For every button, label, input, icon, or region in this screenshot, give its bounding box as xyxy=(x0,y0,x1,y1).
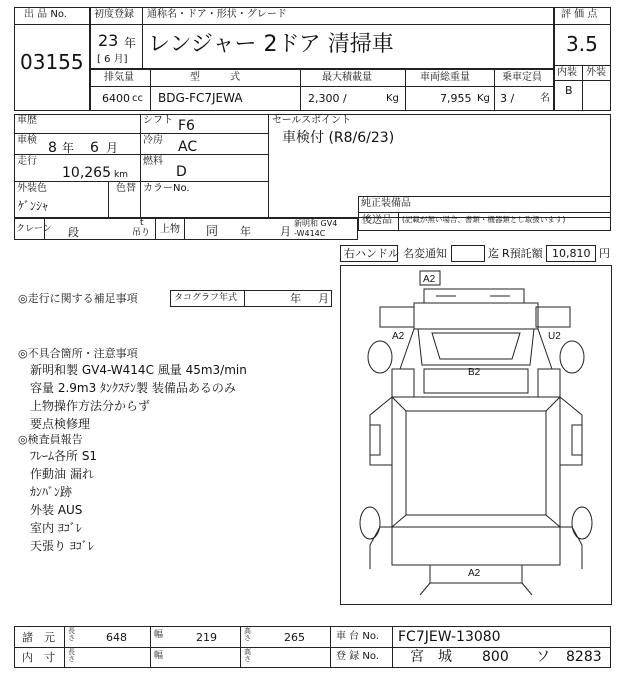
fuel-value: D xyxy=(176,164,187,180)
first-reg-year: 23 xyxy=(98,31,119,50)
sales-point-value: 車検付 (R8/6/23) xyxy=(282,130,395,146)
fuel-label: 燃料 xyxy=(143,156,163,167)
body-model: -W414C xyxy=(294,229,326,238)
displacement-value: 6400 xyxy=(102,92,130,105)
capacity-unit: 名 xyxy=(540,93,550,104)
mark-u2-right: U2 xyxy=(548,331,561,342)
driving-heading: ◎走行に関する補足事項 xyxy=(18,292,138,305)
length-label-inner: 長さ xyxy=(68,648,75,663)
aftermarket-label: 後送品 xyxy=(362,215,392,226)
interior-label: 内装 xyxy=(557,67,577,78)
width-label-inner: 幅 xyxy=(154,651,164,661)
plate-area: 宮 城 xyxy=(410,649,452,665)
lot-label: 出 品 No. xyxy=(24,9,67,20)
max-load-unit: Kg xyxy=(386,93,399,104)
capacity-value: 3 / xyxy=(500,92,515,105)
max-load-value: 2,300 / xyxy=(308,92,347,105)
mileage-value: 10,265 xyxy=(62,165,111,181)
exterior-color-value: ｹﾞﾝｼｬ xyxy=(18,199,49,213)
ac-label: 冷房 xyxy=(143,135,163,146)
name-label: 通称名・ドア・形状・グレード xyxy=(147,9,287,20)
max-load-label: 最大積載量 xyxy=(322,72,372,83)
inspection-label: 車検 xyxy=(17,135,37,146)
width-label: 幅 xyxy=(154,630,164,640)
first-reg-year-unit: 年 xyxy=(124,36,137,50)
sales-point-label: セールスポイント xyxy=(272,115,352,126)
crane-hook-label: 吊り xyxy=(132,228,151,238)
report-line-6: 天張り ﾖｺﾞﾚ xyxy=(30,539,94,553)
defect-line-2: 容量 2.9m3 ﾀﾝｸｽﾃﾝ製 装備品あるのみ xyxy=(30,381,236,395)
height-value: 265 xyxy=(284,631,305,644)
color-no-label: カラーNo. xyxy=(143,183,190,194)
inspection-year-unit: 年 xyxy=(62,141,75,155)
defects-heading: ◎不具合箇所・注意事項 xyxy=(18,347,138,360)
mileage-unit: km xyxy=(114,170,128,180)
handle-value: 右ハンドル xyxy=(344,247,399,260)
history-label: 車歴 xyxy=(17,115,37,126)
report-line-2: 作動油 漏れ xyxy=(30,467,94,481)
displacement-label: 排気量 xyxy=(104,72,134,83)
crane-step-label: 段 xyxy=(68,226,79,239)
tachograph-year: 年 xyxy=(290,292,301,305)
rating-label: 評 価 点 xyxy=(561,9,598,20)
crane-label: クレーン xyxy=(16,224,52,234)
mark-a2-left: A2 xyxy=(392,331,405,342)
defect-line-3: 上物操作方法分からず xyxy=(30,399,151,413)
inspector-heading: ◎検査員報告 xyxy=(18,433,83,446)
dims-label: 諸 元 xyxy=(22,631,55,644)
exterior-label: 外装 xyxy=(586,67,606,78)
first-reg-label: 初度登録 xyxy=(94,9,134,20)
capacity-label: 乗車定員 xyxy=(502,72,542,83)
report-line-5: 室内 ﾖｺﾞﾚ xyxy=(30,521,82,535)
recycle-label: R預託額 xyxy=(502,247,543,260)
upper-month: 月 xyxy=(280,225,291,238)
gross-weight-label: 車両総重量 xyxy=(420,72,470,83)
plate-kana: ソ xyxy=(536,649,550,665)
aftermarket-note: (記載が無い場合、書類・機器類とし取扱います) xyxy=(402,215,566,224)
plate-class: 800 xyxy=(482,649,509,665)
length-label: 長さ xyxy=(68,627,75,642)
inspection-month-unit: 月 xyxy=(106,141,119,155)
rating-value: 3.5 xyxy=(566,32,598,56)
shift-label: シフト xyxy=(143,115,173,126)
deposit-label: 迄 xyxy=(488,247,499,260)
truck-diagram xyxy=(340,265,612,605)
equipment-label: 純正装備品 xyxy=(361,198,411,209)
displacement-unit: cc xyxy=(132,93,143,104)
defect-line-4: 要点検修理 xyxy=(30,417,91,431)
exterior-color-label: 外装色 xyxy=(17,183,47,194)
mileage-change-box xyxy=(451,245,485,262)
report-line-4: 外装 AUS xyxy=(30,503,83,517)
mark-a2-top: A2 xyxy=(423,274,436,285)
width-value: 219 xyxy=(196,631,217,644)
length-value: 648 xyxy=(106,631,127,644)
tachograph-month: 月 xyxy=(318,292,329,305)
upper-same: 同 xyxy=(206,224,219,238)
inspection-month: 6 xyxy=(90,140,99,156)
mileage-label: 走行 xyxy=(17,156,37,167)
gross-weight-value: 7,955 xyxy=(440,92,472,105)
model-value: BDG-FC7JEWA xyxy=(158,91,243,105)
body-maker: 新明和 GV4 xyxy=(294,219,338,228)
shift-value: F6 xyxy=(178,118,195,134)
plate-label: 登 録 No. xyxy=(336,651,379,662)
crane-ton-label: t xyxy=(140,218,144,228)
gross-weight-unit: Kg xyxy=(477,93,490,104)
model-label: 型 式 xyxy=(190,72,240,83)
lot-number: 03155 xyxy=(20,50,84,74)
inspection-year: 8 xyxy=(48,140,57,156)
report-line-1: ﾌﾚｰﾑ各所 S1 xyxy=(30,449,98,463)
chassis-value: FC7JEW-13080 xyxy=(398,629,501,645)
recycle-amount: 10,810 xyxy=(552,247,591,260)
tachograph-label: タコグラフ年式 xyxy=(174,293,238,303)
upper-label: 上物 xyxy=(160,224,180,235)
interior-grade: B xyxy=(565,84,573,97)
mileage-change-label: 名変通知 xyxy=(403,247,447,260)
mark-a2-rear: A2 xyxy=(468,568,481,579)
defect-line-1: 新明和製 GV4-W414C 風量 45m3/min xyxy=(30,363,247,377)
car-name: レンジャー 2ドア 清掃車 xyxy=(148,32,394,57)
first-reg-month: [ 6 月] xyxy=(97,54,128,65)
color-change-label: 色替 xyxy=(116,183,136,194)
height-label: 高さ xyxy=(244,627,251,642)
height-label-inner: 高さ xyxy=(244,648,251,663)
mark-b2-center: B2 xyxy=(468,367,481,378)
ac-value: AC xyxy=(178,139,198,155)
report-line-3: ｶﾝﾊﾞﾝ跡 xyxy=(30,485,73,499)
upper-year: 年 xyxy=(240,225,251,238)
yen-label: 円 xyxy=(599,247,610,260)
chassis-label: 車 台 No. xyxy=(336,631,379,642)
plate-number: 8283 xyxy=(566,649,602,665)
inner-label: 内 寸 xyxy=(22,651,55,664)
